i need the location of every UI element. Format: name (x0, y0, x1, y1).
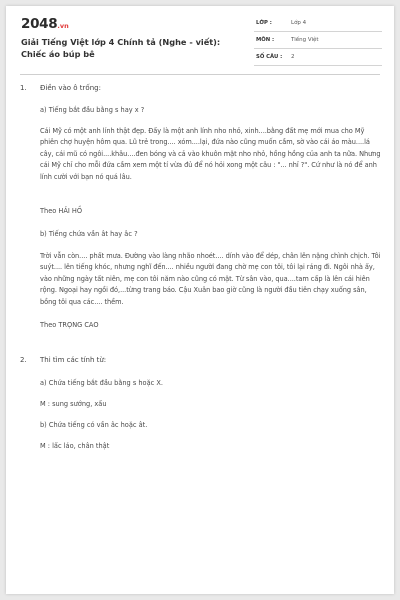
page-header (6, 6, 394, 70)
document-page (6, 6, 394, 594)
site-logo[interactable] (21, 16, 69, 34)
part-a-source: Theo HẢI HỒ (40, 207, 83, 215)
part-b-passage: Trời vẫn còn.... phất mưa. Đường vào làng nhão nhoét.... dính vào để dép, chân lên nặng chình chịch. Tôi suýt.... lên tiếng khóc, nhưng nghĩ đến.... nhiều người đang chờ mẹ con tôi, tôi lại ráng đi. Ngôi nhà ấy, vào những ngày tất niên, mẹ con tôi năm nào cũng có mặt. Từ sân vào, qua....tam cấp là lên cái hiên rộng. Ngoại hay ngồi đó,...từng trang báo. Cậu Xuân bao giờ cũng là người đầu tiên chạy xuống sân, bồng tôi qua các.... thềm. (40, 252, 381, 306)
question-prompt: Thi tìm các tính từ: (40, 356, 107, 364)
part-b-example: M : lấc láo, chân thật (40, 442, 110, 450)
part-b-label: b) Tiếng chứa vần ât hay âc ? (40, 230, 138, 238)
question-prompt: Điền vào ô trống: (40, 84, 101, 92)
meta-value-question-count: 2 (291, 54, 295, 60)
meta-value-grade: Lớp 4 (291, 20, 307, 26)
meta-label-subject: MÔN : (256, 37, 275, 43)
meta-label-grade: LỚP : (256, 20, 272, 26)
question-number: 1. (20, 84, 27, 92)
part-a-label: a) Tiếng bắt đầu bằng s hay x ? (40, 106, 145, 114)
part-a-example: M : sung sướng, xấu (40, 400, 107, 408)
meta-label-question-count: SỐ CÂU : (256, 54, 283, 60)
document-title: Giải Tiếng Việt lớp 4 Chính tả (Nghe - viết): Chiếc áo búp bê (21, 37, 221, 59)
part-a-label: a) Chứa tiếng bắt đầu bằng s hoặc X. (40, 379, 163, 387)
part-a-passage: Cái Mỹ có một anh lính thật đẹp. Đấy là một anh lính nho nhỏ, xinh....bằng đất mẹ mới mua cho Mỹ phiên chợ huyện hôm qua. Lũ trẻ trong.... xóm....lại, đứa nào cũng muốn cầm, sờ vào cái áo màu....lá cây, cái mũ có ngôi....khâu....đen bóng và cả vào khuôn mặt nho nhỏ, hồng hồng của anh ta nữa. Nhưng cái Mỹ chỉ cho mỗi đứa cầm xem một tí vừa đủ để nó hỏi xong một câu : "... nhỉ ?". Cứ như là nó để anh lính cười với bạn nó quá lâu. (40, 127, 381, 181)
meta-row-grade (254, 16, 382, 32)
logo-main: 2048 (21, 16, 58, 32)
meta-row-question-count (254, 50, 382, 66)
part-b-source: Theo TRỌNG CAO (40, 321, 99, 329)
header-divider (20, 74, 380, 75)
meta-row-subject (254, 33, 382, 49)
question-number: 2. (20, 356, 27, 364)
logo-tld: .vn (57, 22, 69, 30)
meta-table (254, 16, 382, 66)
part-b-label: b) Chứa tiếng có vần âc hoặc ât. (40, 421, 148, 429)
meta-value-subject: Tiếng Việt (291, 37, 319, 43)
